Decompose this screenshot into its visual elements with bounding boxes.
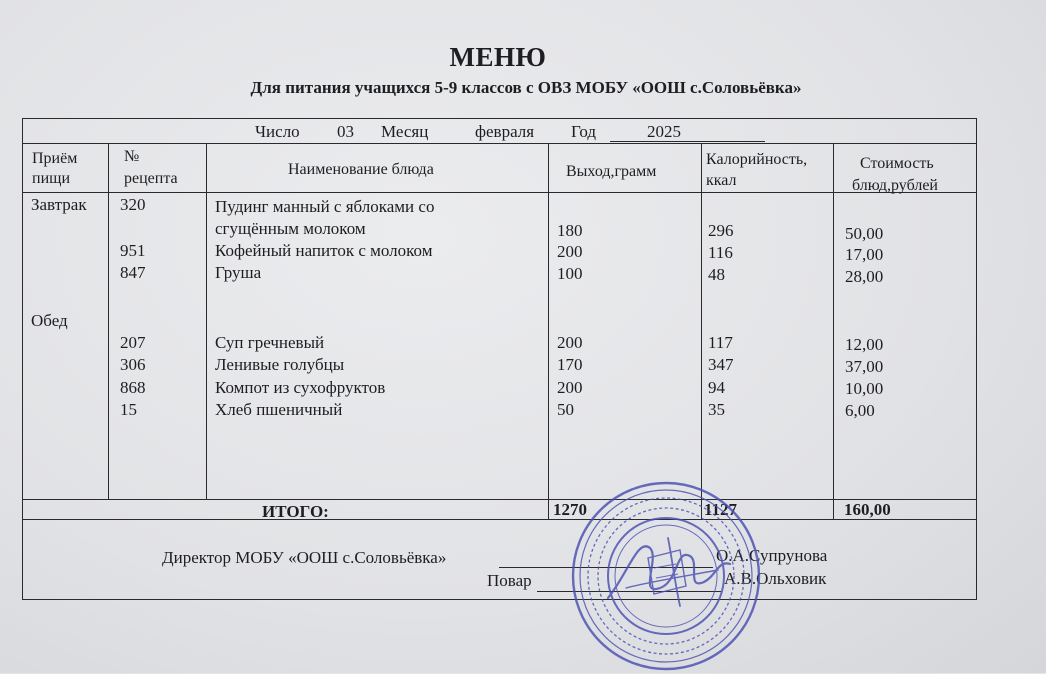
row-dish: Компот из сухофруктов xyxy=(215,378,386,397)
cook-label: Повар xyxy=(487,571,532,590)
header-output: Выход,грамм xyxy=(566,163,657,180)
row-output: 200 xyxy=(557,378,583,397)
header-recipe-line2: рецепта xyxy=(124,170,178,187)
row-dish: Ленивые голубцы xyxy=(215,355,345,374)
header-recipe-line1: № xyxy=(124,148,140,165)
row-cost: 6,00 xyxy=(845,401,875,420)
row-output: 100 xyxy=(557,264,583,283)
row-dish: Кофейный напиток с молоком xyxy=(215,241,433,260)
row-calories: 347 xyxy=(708,355,734,374)
date-day-label: Число xyxy=(255,122,300,141)
row-dish-continued: сгущённым молоком xyxy=(215,219,366,238)
row-calories: 296 xyxy=(708,221,734,240)
row-calories: 116 xyxy=(708,243,733,262)
row-cost: 37,00 xyxy=(845,357,884,376)
row-cost: 17,00 xyxy=(845,245,884,264)
document-title: МЕНЮ xyxy=(449,42,547,72)
total-label: ИТОГО: xyxy=(262,502,329,521)
date-month: февраля xyxy=(475,122,535,141)
row-dish: Суп гречневый xyxy=(215,333,325,352)
row-recipe: 847 xyxy=(120,263,146,282)
row-recipe: 207 xyxy=(120,333,146,352)
col-divider-3 xyxy=(548,143,549,519)
header-calories-line1: Калорийность, xyxy=(706,151,808,168)
total-cost: 160,00 xyxy=(844,500,891,519)
row-cost: 12,00 xyxy=(845,335,884,354)
header-cost-line1: Стоимость xyxy=(860,155,934,172)
row-dish: Пудинг манный с яблоками со xyxy=(215,197,435,216)
document-subtitle: Для питания учащихся 5-9 классов с ОВЗ МОБУ «ООШ с.Соловьёвка» xyxy=(250,78,802,97)
row-calories: 35 xyxy=(708,400,725,419)
row-recipe: 15 xyxy=(120,400,137,419)
official-stamp xyxy=(568,478,764,674)
row-output: 170 xyxy=(557,355,583,374)
date-month-label: Месяц xyxy=(381,122,429,141)
row-output: 50 xyxy=(557,400,574,419)
header-meal-line1: Приём xyxy=(32,150,78,167)
col-divider-4 xyxy=(701,143,702,519)
row-calories: 48 xyxy=(708,265,725,284)
row-output: 200 xyxy=(557,333,583,352)
row-cost: 28,00 xyxy=(845,267,884,286)
row-output: 180 xyxy=(557,221,583,240)
row-dish: Хлеб пшеничный xyxy=(215,400,343,419)
header-meal-line2: пищи xyxy=(32,170,71,187)
director-label: Директор МОБУ «ООШ с.Соловьёвка» xyxy=(162,548,447,567)
date-year: 2025 xyxy=(647,122,681,141)
row-recipe: 868 xyxy=(120,378,146,397)
row-recipe: 306 xyxy=(120,355,146,374)
row-cost: 10,00 xyxy=(845,379,884,398)
meal-breakfast: Завтрак xyxy=(31,195,87,214)
row-output: 200 xyxy=(557,242,583,261)
total-calories: 1127 xyxy=(704,500,738,519)
date-year-label: Год xyxy=(571,122,596,141)
header-dish: Наименование блюда xyxy=(288,161,434,178)
date-day: 03 xyxy=(337,122,354,141)
director-name: О.А.Супрунова xyxy=(716,546,828,565)
row-recipe: 320 xyxy=(120,195,146,214)
table-line-total xyxy=(22,519,977,520)
row-dish: Груша xyxy=(215,263,262,282)
col-divider-5 xyxy=(833,143,834,519)
row-calories: 94 xyxy=(708,378,725,397)
col-divider-2 xyxy=(206,143,207,499)
header-calories-line2: ккал xyxy=(706,172,737,189)
row-cost: 50,00 xyxy=(845,224,884,243)
col-divider-1 xyxy=(108,143,109,499)
row-recipe: 951 xyxy=(120,241,146,260)
header-cost-line2: блюд,рублей xyxy=(852,177,938,194)
cook-name: А.В.Ольховик xyxy=(724,569,827,588)
meal-lunch: Обед xyxy=(31,311,68,330)
total-output: 1270 xyxy=(553,500,587,519)
date-year-underline xyxy=(610,141,765,142)
row-calories: 117 xyxy=(708,333,733,352)
